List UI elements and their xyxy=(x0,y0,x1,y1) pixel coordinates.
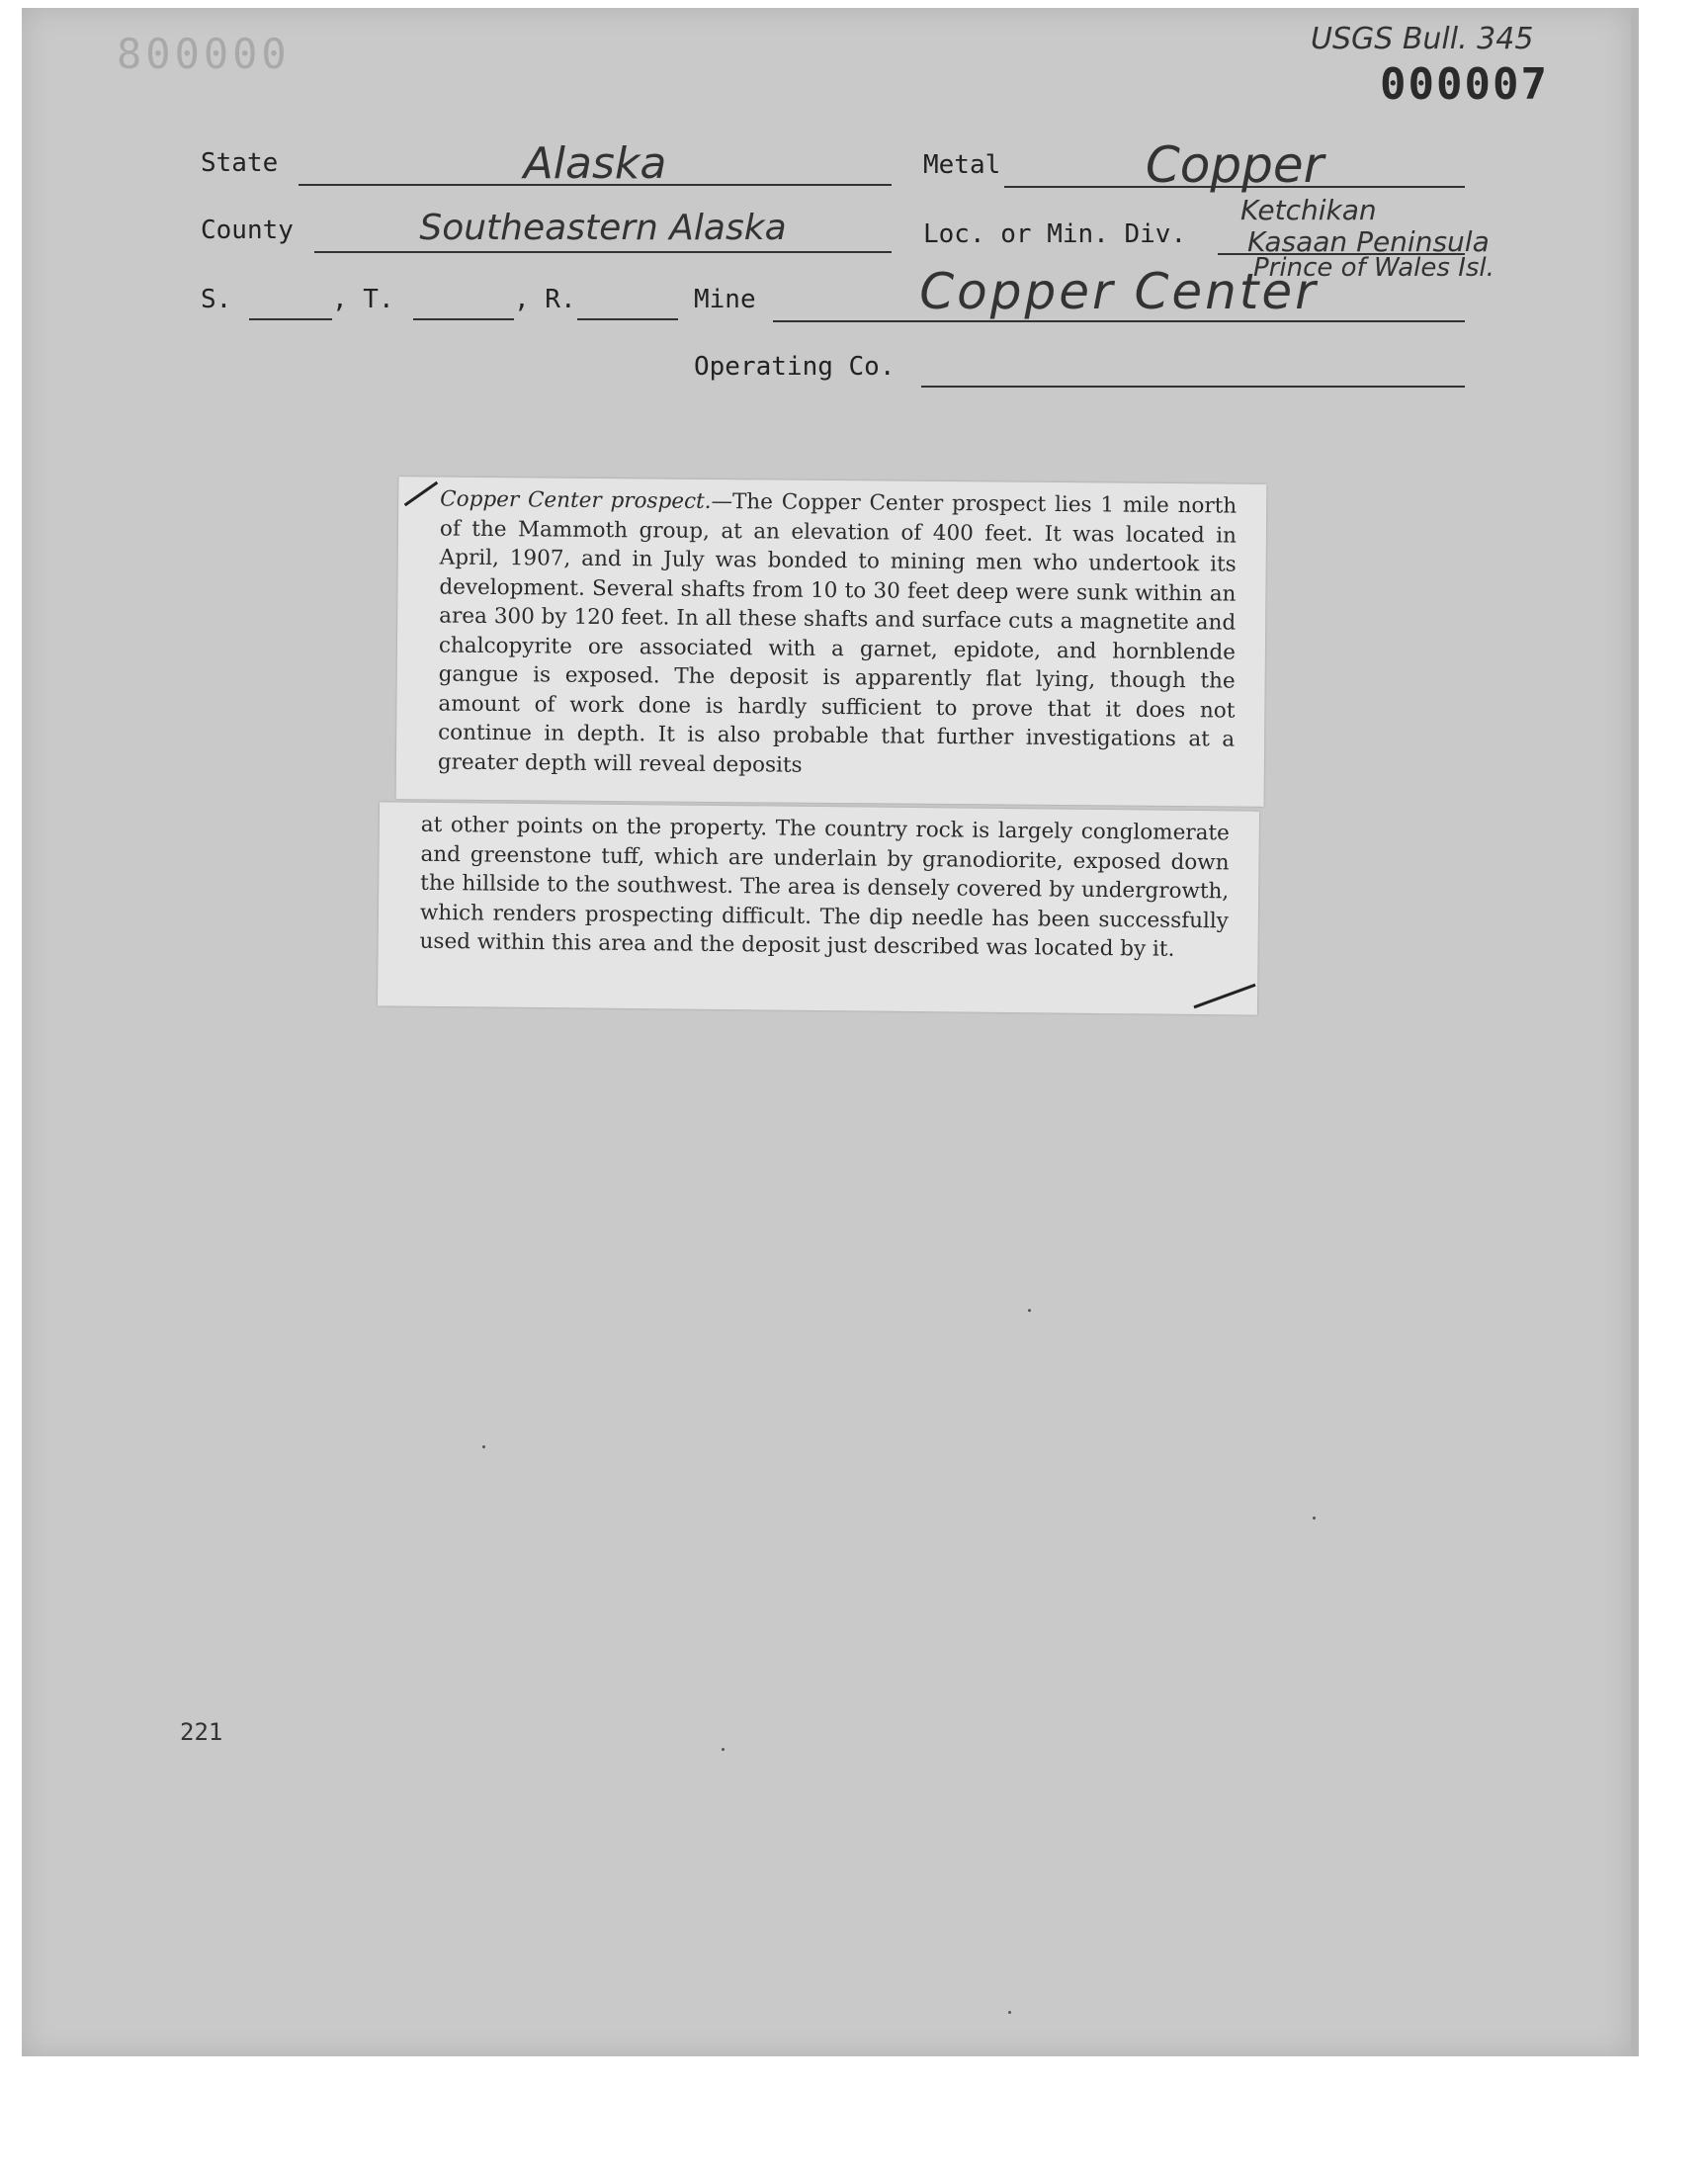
township-line xyxy=(413,318,514,320)
faint-serial-number: 800000 xyxy=(117,30,291,78)
handwritten-reference: USGS Bull. 345 xyxy=(1311,22,1534,56)
sheet-edge xyxy=(1631,8,1639,2056)
mine-value: Copper Center xyxy=(919,263,1319,320)
metal-value: Copper xyxy=(1145,136,1324,194)
mine-label: Mine xyxy=(694,285,756,314)
page-number: 221 xyxy=(180,1718,223,1746)
clipping-title: Copper Center prospect. xyxy=(440,486,712,514)
clipping-body-1: —The Copper Center prospect lies 1 mile north of the Mammoth group, at an elevation of 400 feet. It was located in April, 1907, and in July was bonded to mining men who undertook its development. Several shafts from 10 to 30 feet deep were sunk within an area 300 by 120 feet. In all these shafts and surface cuts a magnetite and chalcopyrite ore associated with a garnet, epidote, and hornblende gangue is exposed. The deposit is apparently flat lying, though the amount of work done is hardly sufficient to prove that it does not continue in depth. It is also probable that further investigations at a greater depth will reveal deposits xyxy=(437,488,1238,778)
county-line xyxy=(314,251,892,253)
clipping-paragraph-2: at other points on the property. The country rock is largely conglomerate and greenstone tuff, which are underlain by granodiorite, exposed down the hillside to the southwest. The area is densely covered by undergrowth, which renders prospecting difficult. The dip needle has been successfully used within this area and the deposit just described was located by it. xyxy=(419,812,1230,962)
loc-value-line3: Prince of Wales Isl. xyxy=(1253,253,1494,283)
text-clipping-1 xyxy=(396,477,1267,807)
speck xyxy=(482,1445,485,1448)
speck xyxy=(1028,1309,1031,1312)
section-label: S. xyxy=(201,285,232,314)
state-value: Alaska xyxy=(523,138,667,189)
mine-line xyxy=(773,320,1465,322)
range-label: , R. xyxy=(514,285,576,314)
township-label: , T. xyxy=(332,285,394,314)
section-line xyxy=(249,318,332,320)
loc-value-line2: Kasaan Peninsula xyxy=(1247,225,1490,258)
loc-value-line1: Ketchikan xyxy=(1240,194,1377,226)
range-line xyxy=(577,318,678,320)
loc-label: Loc. or Min. Div. xyxy=(923,219,1187,249)
county-value: Southeastern Alaska xyxy=(419,208,787,248)
speck xyxy=(722,1748,725,1751)
operating-co-line xyxy=(921,386,1465,388)
operating-co-label: Operating Co. xyxy=(694,352,896,382)
stamp-serial-number: 000007 xyxy=(1380,59,1549,110)
state-label: State xyxy=(201,148,279,178)
text-clipping-2 xyxy=(378,802,1259,1014)
speck xyxy=(1313,1517,1316,1520)
speck xyxy=(1008,2011,1011,2014)
clipping-paragraph-1 xyxy=(438,485,1238,784)
county-label: County xyxy=(201,216,294,245)
metal-label: Metal xyxy=(923,150,1001,180)
